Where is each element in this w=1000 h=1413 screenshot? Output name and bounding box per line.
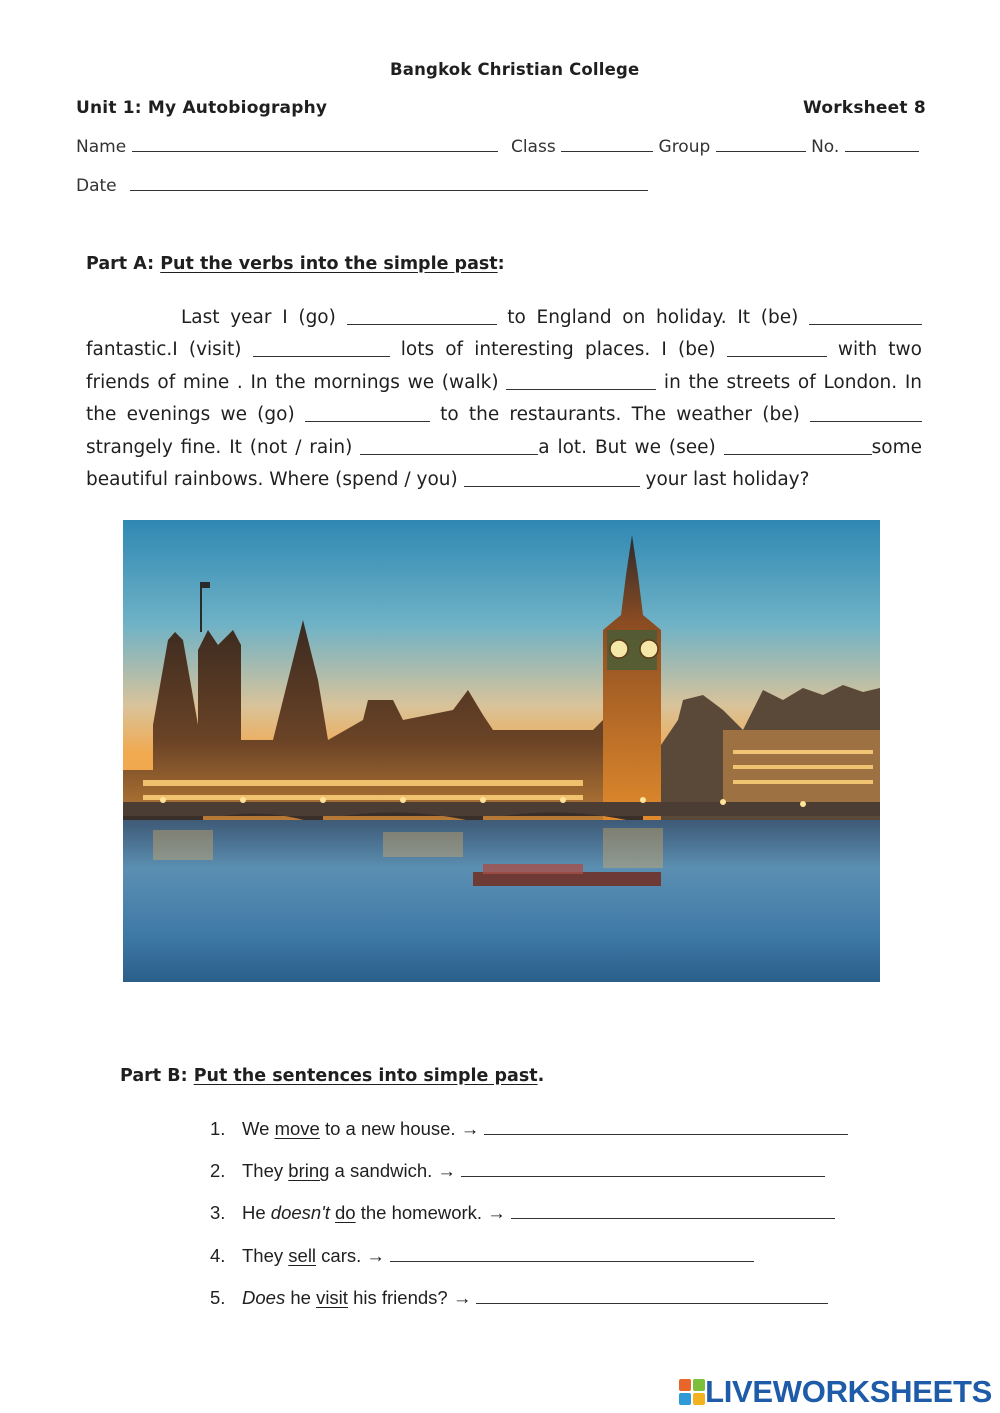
- unit-title: Unit 1: My Autobiography: [76, 98, 328, 118]
- part-b-heading: Part B: Put the sentences into simple past.: [120, 1066, 545, 1086]
- list-item: 4. They sell cars. →: [210, 1245, 754, 1267]
- school-name: Bangkok Christian College: [390, 60, 640, 79]
- answer-blank-10[interactable]: [464, 468, 640, 487]
- name-field[interactable]: [132, 137, 498, 152]
- class-label: Class: [510, 137, 556, 157]
- answer-blank-3[interactable]: [253, 338, 390, 357]
- answer-field-4[interactable]: [390, 1247, 754, 1262]
- answer-field-2[interactable]: [461, 1162, 825, 1177]
- answer-field-3[interactable]: [511, 1204, 835, 1219]
- date-row: [76, 176, 648, 196]
- worksheet-number: Worksheet 8: [803, 98, 926, 118]
- name-row: [76, 137, 919, 157]
- answer-blank-8[interactable]: [360, 436, 538, 455]
- list-item: 2. They bring a sandwich. →: [210, 1160, 825, 1182]
- arrow-icon: →: [366, 1245, 385, 1266]
- answer-field-1[interactable]: [484, 1120, 848, 1135]
- arrow-icon: →: [452, 1287, 472, 1308]
- list-item: 3. He doesn't do the homework. →: [210, 1202, 835, 1224]
- arrow-icon: →: [460, 1118, 480, 1139]
- liveworksheets-logo-icon: [679, 1379, 705, 1405]
- answer-blank-5[interactable]: [506, 371, 656, 390]
- group-label: Group: [658, 137, 711, 157]
- list-item: 5. Does he visit his friends? →: [210, 1287, 828, 1309]
- no-field[interactable]: [845, 137, 919, 152]
- part-a-label: Part A:: [86, 254, 155, 274]
- answer-blank-9[interactable]: [724, 436, 872, 455]
- answer-blank-7[interactable]: [810, 403, 922, 422]
- answer-blank-6[interactable]: [305, 403, 430, 422]
- answer-blank-2[interactable]: [809, 306, 922, 325]
- name-label: Name: [76, 137, 127, 157]
- westminster-photo: [123, 520, 880, 982]
- no-label: No.: [811, 137, 840, 157]
- arrow-icon: →: [487, 1202, 506, 1223]
- date-label: Date: [76, 176, 117, 196]
- logo-text: LIVEWORKSHEETS: [705, 1374, 992, 1409]
- part-a-heading: Part A: Put the verbs into the simple past:: [86, 254, 505, 274]
- part-a-passage: Last year I (go) to England on holiday. It (be) fantastic.I (visit) lots of interesting places. I (be) with two friends of mine . In the mornings we (walk) in the streets of London. In the evenings we (go) to the restaurants. The weather (be) strangely fine. It (not / rain) a lot. But we (see) some beautiful rainbows. Where (spend / you) your last holiday?: [86, 307, 922, 491]
- group-field[interactable]: [716, 137, 806, 152]
- answer-field-5[interactable]: [476, 1289, 828, 1304]
- part-b-label: Part B:: [120, 1066, 188, 1086]
- part-a-instruction: Put the verbs into the simple past: [160, 254, 498, 274]
- class-field[interactable]: [561, 137, 653, 152]
- date-field[interactable]: [130, 176, 648, 191]
- answer-blank-1[interactable]: [347, 306, 497, 325]
- liveworksheets-logo[interactable]: [679, 1375, 992, 1409]
- list-item: 1. We move to a new house. →: [210, 1118, 848, 1140]
- part-b-instruction: Put the sentences into simple past: [193, 1066, 538, 1086]
- answer-blank-4[interactable]: [727, 338, 827, 357]
- arrow-icon: →: [437, 1160, 456, 1181]
